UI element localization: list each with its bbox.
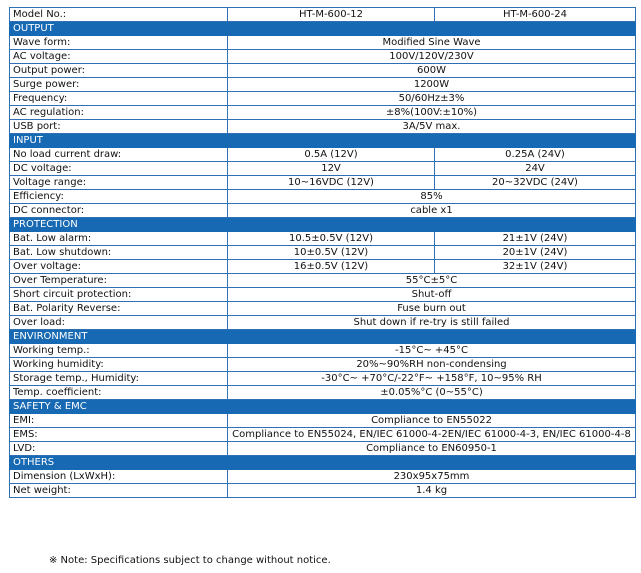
spec-row [10,372,636,386]
spec-value: 20%~90%RH non-condensing [228,358,636,372]
spec-value: 600W [228,64,636,78]
spec-label: Working humidity: [10,358,228,372]
spec-row [10,442,636,456]
section-header-row [10,134,636,148]
section-title: ENVIRONMENT [10,330,636,344]
spec-label: Over Temperature: [10,274,228,288]
section-header-row [10,22,636,36]
spec-value: Shut-off [228,288,636,302]
spec-label: Surge power: [10,78,228,92]
footnote: ※ Note: Specifications subject to change without notice. [49,555,331,566]
spec-label: Working temp.: [10,344,228,358]
section-header-row [10,400,636,414]
spec-value-24v: 20~32VDC (24V) [435,176,636,190]
spec-value: ±0.05%°C (0~55°C) [228,386,636,400]
spec-row [10,288,636,302]
spec-row [10,64,636,78]
spec-value: ±8%(100V:±10%) [228,106,636,120]
spec-value-12v: 12V [228,162,435,176]
section-title: OTHERS [10,456,636,470]
spec-value: -15°C~ +45°C [228,344,636,358]
spec-label: Frequency: [10,92,228,106]
spec-value: 50/60Hz±3% [228,92,636,106]
spec-label: Efficiency: [10,190,228,204]
specification-table-body [10,8,636,498]
spec-value: 100V/120V/230V [228,50,636,64]
spec-label: Bat. Polarity Reverse: [10,302,228,316]
spec-label: AC regulation: [10,106,228,120]
spec-row [10,274,636,288]
spec-value-12v: 16±0.5V (12V) [228,260,435,274]
section-title: SAFETY & EMC [10,400,636,414]
spec-value-24v: 32±1V (24V) [435,260,636,274]
spec-row [10,92,636,106]
model-12v: HT-M-600-12 [228,8,435,22]
spec-label: Storage temp., Humidity: [10,372,228,386]
spec-row [10,106,636,120]
specification-table [9,7,636,498]
spec-value-12v: 0.5A (12V) [228,148,435,162]
spec-value-24v: 24V [435,162,636,176]
spec-label: Over voltage: [10,260,228,274]
spec-label: Bat. Low shutdown: [10,246,228,260]
spec-value: Compliance to EN55022 [228,414,636,428]
section-title: OUTPUT [10,22,636,36]
spec-row [10,260,636,274]
spec-label: DC voltage: [10,162,228,176]
spec-value: 85% [228,190,636,204]
spec-row [10,344,636,358]
spec-label: Voltage range: [10,176,228,190]
spec-value: 1.4 kg [228,484,636,498]
spec-value-24v: 21±1V (24V) [435,232,636,246]
spec-value: Shut down if re-try is still failed [228,316,636,330]
section-header-row [10,330,636,344]
section-title: PROTECTION [10,218,636,232]
spec-row [10,484,636,498]
spec-label: Over load: [10,316,228,330]
spec-label: AC voltage: [10,50,228,64]
spec-row [10,316,636,330]
spec-row [10,232,636,246]
spec-value: 55°C±5°C [228,274,636,288]
spec-value: 3A/5V max. [228,120,636,134]
spec-value-12v: 10.5±0.5V (12V) [228,232,435,246]
spec-value-24v: 0.25A (24V) [435,148,636,162]
spec-row [10,176,636,190]
section-header-row [10,218,636,232]
spec-row [10,358,636,372]
spec-label: EMS: [10,428,228,442]
spec-label: Dimension (LxWxH): [10,470,228,484]
model-24v: HT-M-600-24 [435,8,636,22]
spec-row [10,470,636,484]
section-header-row [10,456,636,470]
spec-row [10,120,636,134]
spec-row [10,414,636,428]
spec-row [10,204,636,218]
spec-value-12v: 10~16VDC (12V) [228,176,435,190]
spec-value: 1200W [228,78,636,92]
spec-value-24v: 20±1V (24V) [435,246,636,260]
spec-label: Wave form: [10,36,228,50]
spec-value-12v: 10±0.5V (12V) [228,246,435,260]
spec-row [10,190,636,204]
spec-value: Fuse burn out [228,302,636,316]
spec-label: Temp. coefficient: [10,386,228,400]
spec-row [10,50,636,64]
spec-value: 230x95x75mm [228,470,636,484]
model-header-row [10,8,636,22]
spec-row [10,428,636,442]
spec-row [10,162,636,176]
spec-label: LVD: [10,442,228,456]
spec-value: -30°C~ +70°C/-22°F~ +158°F, 10~95% RH [228,372,636,386]
spec-value: Compliance to EN60950-1 [228,442,636,456]
spec-label: Output power: [10,64,228,78]
spec-row [10,302,636,316]
spec-row [10,386,636,400]
spec-label: Short circuit protection: [10,288,228,302]
spec-label: EMI: [10,414,228,428]
spec-value: cable x1 [228,204,636,218]
spec-label: DC connector: [10,204,228,218]
model-label: Model No.: [10,8,228,22]
spec-row [10,246,636,260]
spec-label: Net weight: [10,484,228,498]
spec-value: Compliance to EN55024, EN/IEC 61000-4-2EN/IEC 61000-4-3, EN/IEC 61000-4-8 [228,428,636,442]
spec-row [10,36,636,50]
spec-row [10,78,636,92]
spec-label: No load current draw: [10,148,228,162]
spec-value: Modified Sine Wave [228,36,636,50]
section-title: INPUT [10,134,636,148]
spec-label: USB port: [10,120,228,134]
spec-row [10,148,636,162]
spec-label: Bat. Low alarm: [10,232,228,246]
